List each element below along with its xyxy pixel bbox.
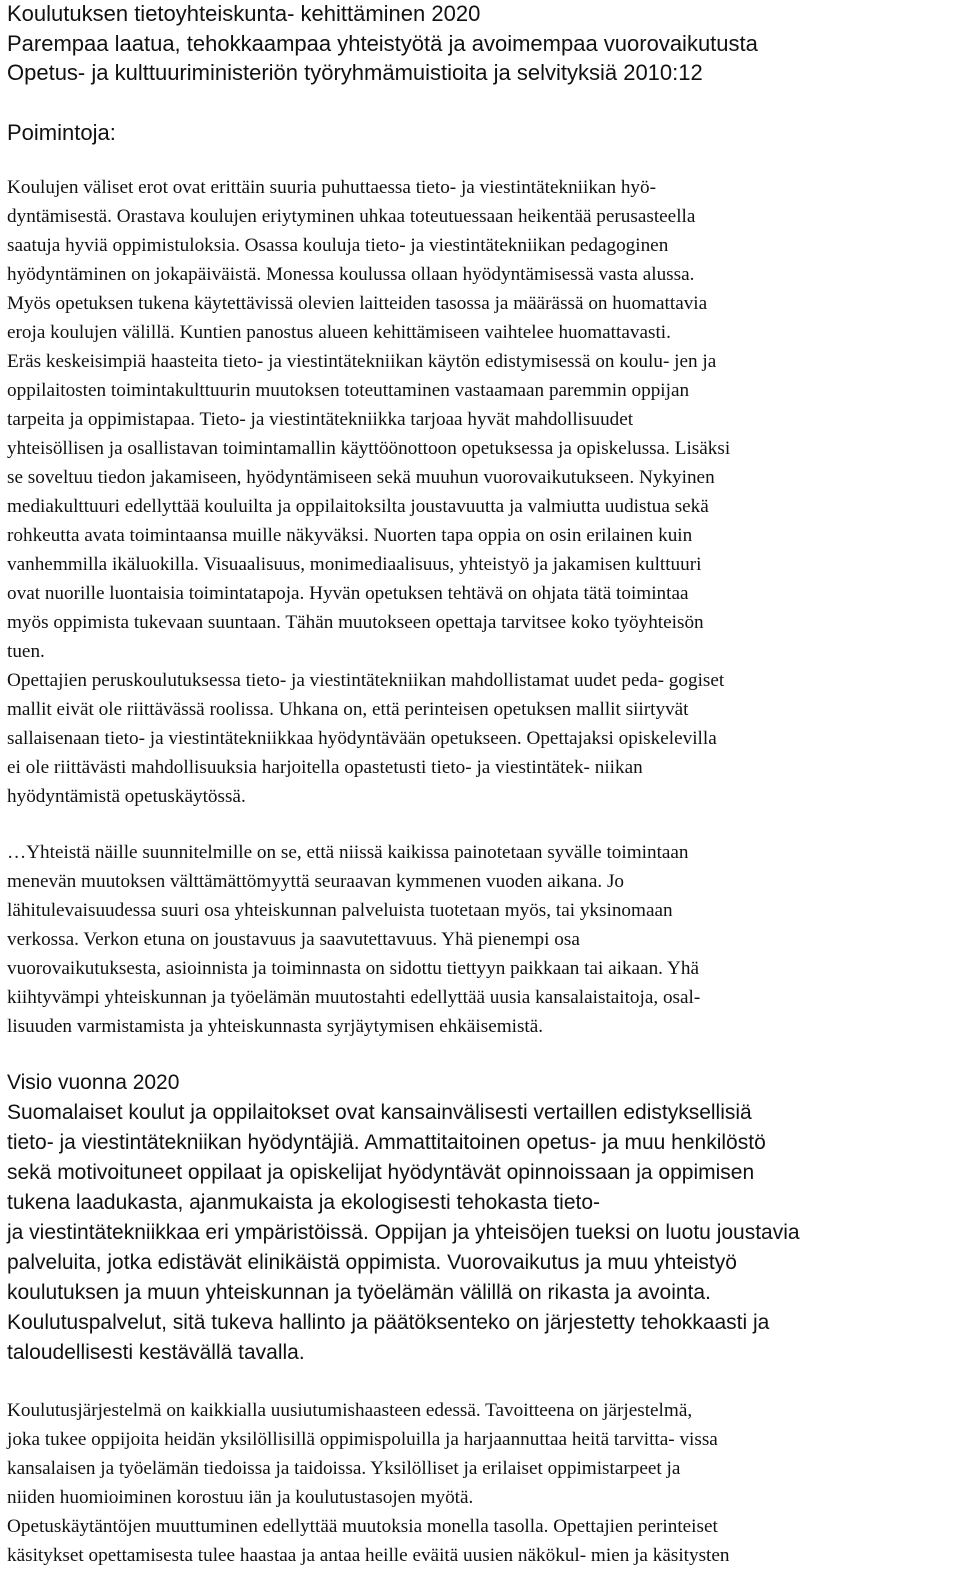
text-line: ei ole riittävästi mahdollisuuksia harjoitella opastetusti tieto- ja viestintätek- niikan [7,757,643,778]
text-line: joka tukee oppijoita heidän yksilöllisillä oppimispoluilla ja harjaannuttaa heitä tarvitta- vissa [7,1429,718,1450]
text-line: vanhemmilla ikäluokilla. Visuaalisuus, monimediaalisuus, yhteistyö ja jakamisen kulttuuri [7,554,702,575]
text-line: sallaisenaan tieto- ja viestintätekniikkaa hyödyntävään opetukseen. Opettajaksi opiskelevilla [7,728,717,749]
text-line: tukena laadukasta, ajanmukaista ja ekologisesti tehokasta tieto- [7,1191,601,1214]
text-line: myös oppimista tukevaan suuntaan. Tähän muutokseen opettaja tarvitsee koko työyhteisön [7,612,704,633]
excerpts-heading: Poimintoja: [7,120,116,145]
text-line: hyödyntämistä opetuskäytössä. [7,786,246,807]
text-line: saatuja hyviä oppimistuloksia. Osassa kouluja tieto- ja viestintätekniikan pedagoginen [7,235,669,256]
text-line: Myös opetuksen tukena käytettävissä olevien laitteiden tasossa ja määrässä on huomattavia [7,293,708,314]
text-line: kansalaisen ja työelämän tiedoissa ja taidoissa. Yksilölliset ja erilaiset oppimistarpeet ja [7,1458,681,1479]
text-line: Opetuskäytäntöjen muuttuminen edellyttää muutoksia monella tasolla. Opettajien perinteiset [7,1516,718,1537]
text-line: kiihtyvämpi yhteiskunnan ja työelämän muutostahti edellyttää uusia kansalaistaitoja, osal- [7,987,701,1008]
text-line: Koulujen väliset erot ovat erittäin suuria puhuttaessa tieto- ja viestintätekniikan hyö- [7,177,657,198]
text-line: palveluita, jotka edistävät elinikäistä oppimista. Vuorovaikutus ja muu yhteistyö [7,1251,737,1274]
text-line: rohkeutta avata toimintaansa muille näkyväksi. Nuorten tapa oppia on osin erilainen kuin [7,525,693,546]
text-line: niiden huomioiminen korostuu iän ja koulutustasojen myötä. [7,1487,474,1508]
text-line: Opettajien peruskoulutuksessa tieto- ja viestintätekniikan mahdollistamat uudet peda- gogiset [7,670,725,691]
text-line: Koulutuspalvelut, sitä tukeva hallinto ja päätöksenteko on järjestetty tehokkaasti ja [7,1311,770,1334]
text-line: menevän muutoksen välttämättömyyttä seuraavan kymmenen vuoden aikana. Jo [7,871,625,892]
text-line: hyödyntäminen on jokapäiväistä. Monessa koulussa ollaan hyödyntämisessä vasta alussa. [7,264,695,285]
text-line: se soveltuu tiedon jakamiseen, hyödyntämiseen sekä muuhun vuorovaikutukseen. Nykyinen [7,467,715,488]
text-line: käsitykset opettamisesta tulee haastaa ja antaa heille eväitä uusien näkökul- mien ja käsitysten [7,1545,730,1566]
document-subtitle: Parempaa laatua, tehokkaampaa yhteistyötä ja avoimempaa vuorovaikutusta [7,31,758,56]
text-line: Eräs keskeisimpiä haasteita tieto- ja viestintätekniikan käytön edistymisessä on koulu- jen ja [7,351,717,372]
text-line: vuorovaikutuksesta, asioinnista ja toiminnasta on sidottu tiettyyn paikkaan tai aikaan. Yhä [7,958,700,979]
text-line: ja viestintätekniikkaa eri ympäristöissä. Oppijan ja yhteisöjen tueksi on luotu joustavia [7,1221,800,1244]
document-series: Opetus- ja kulttuuriministeriön työryhmämuistioita ja selvityksiä 2010:12 [7,60,703,85]
text-line: tieto- ja viestintätekniikan hyödyntäjiä. Ammattitaitoinen opetus- ja muu henkilöstö [7,1131,766,1154]
text-line: sekä motivoituneet oppilaat ja opiskelijat hyödyntävät opinnoissaan ja oppimisen [7,1161,755,1184]
text-line: taloudellisesti kestävällä tavalla. [7,1341,305,1364]
text-line: verkossa. Verkon etuna on joustavuus ja saavutettavuus. Yhä pienempi osa [7,929,580,950]
text-line: dyntämisestä. Orastava koulujen eriytyminen uhkaa toteutuessaan heikentää perusasteella [7,206,696,227]
vision-heading: Visio vuonna 2020 [7,1071,180,1094]
text-line: …Yhteistä näille suunnitelmille on se, että niissä kaikissa painotetaan syvälle toimintaan [7,842,689,863]
text-line: tarpeita ja oppimistapaa. Tieto- ja viestintätekniikka tarjoaa hyvät mahdollisuudet [7,409,634,430]
text-line: mallit eivät ole riittävässä roolissa. Uhkana on, että perinteisen opetuksen mallit siirtyvät [7,699,689,720]
text-line: lisuuden varmistamista ja yhteiskunnasta syrjäytymisen ehkäisemistä. [7,1016,544,1037]
text-line: ovat nuorille luontaisia toimintatapoja. Hyvän opetuksen tehtävä on ohjata tätä toimintaa [7,583,689,604]
text-line: koulutuksen ja muun yhteiskunnan ja työelämän välillä on rikasta ja avointa. [7,1281,711,1304]
text-line: mediakulttuuri edellyttää kouluilta ja oppilaitoksilta joustavuutta ja valmiutta uudistua sekä [7,496,709,517]
text-line: oppilaitosten toimintakulttuurin muutoksen toteuttaminen vastaamaan paremmin oppijan [7,380,690,401]
text-line: eroja koulujen välillä. Kuntien panostus alueen kehittämiseen vaihtelee huomattavasti. [7,322,671,343]
text-line: Suomalaiset koulut ja oppilaitokset ovat kansainvälisesti vertaillen edistyksellisiä [7,1101,752,1124]
text-line: yhteisöllisen ja osallistavan toimintamallin käyttöönottoon opetuksessa ja opiskelussa. Lisäksi [7,438,731,459]
text-line: Koulutusjärjestelmä on kaikkialla uusiutumishaasteen edessä. Tavoitteena on järjestelmä, [7,1400,693,1421]
text-line: tuen. [7,641,45,662]
text-line: lähitulevaisuudessa suuri osa yhteiskunnan palveluista tuotetaan myös, tai yksinomaan [7,900,673,921]
document-title: Koulutuksen tietoyhteiskunta- kehittäminen 2020 [7,1,481,26]
